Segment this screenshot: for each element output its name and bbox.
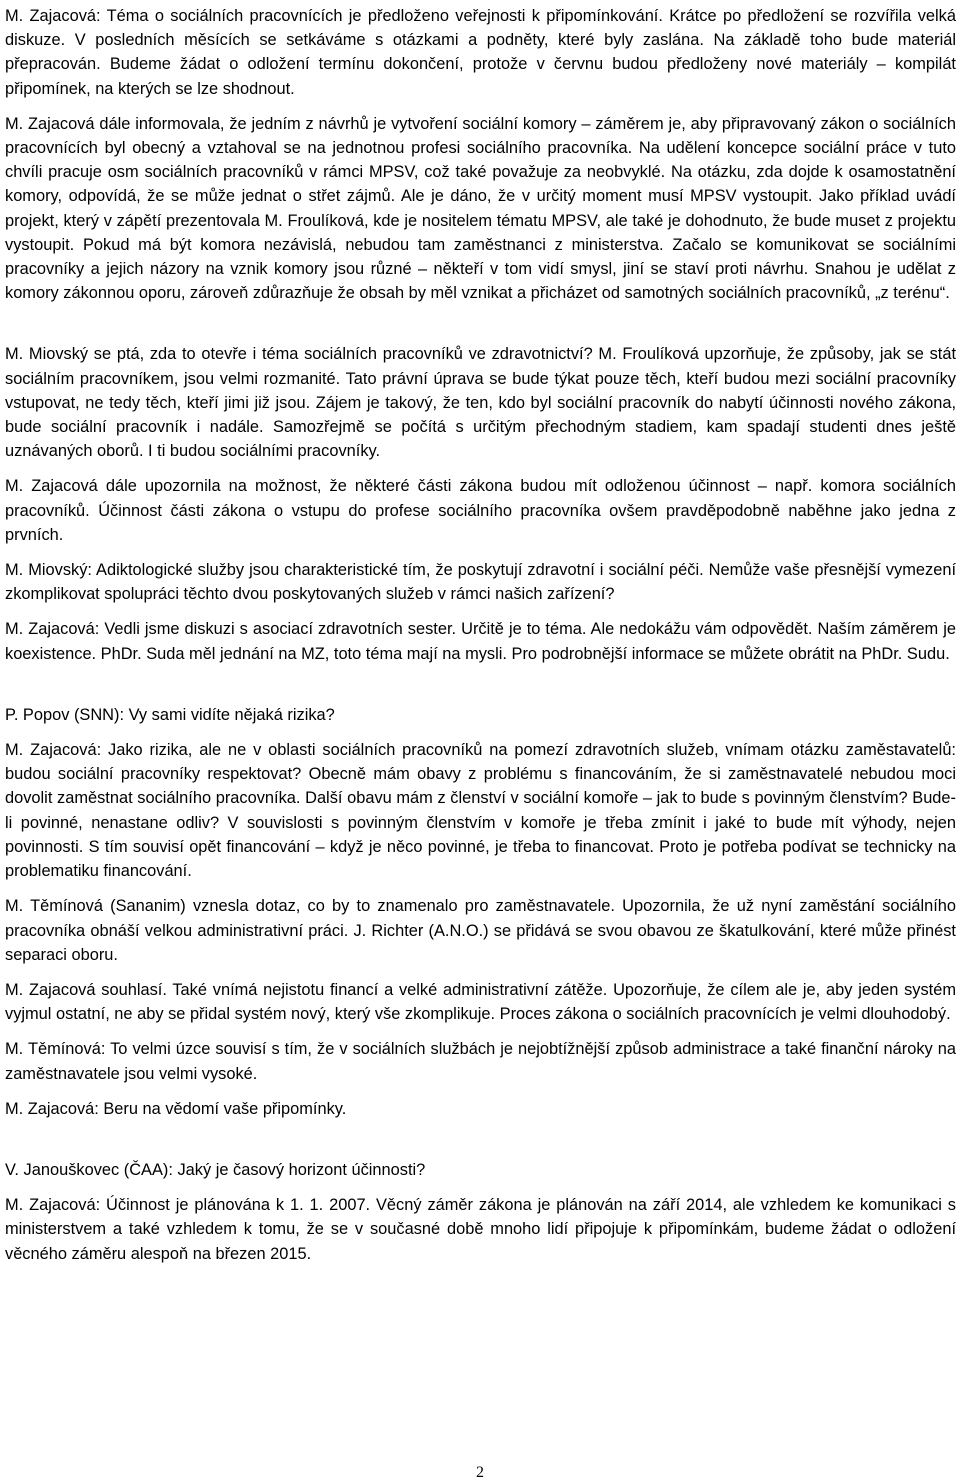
- paragraph-employer-question: M. Těmínová (Sananim) vznesla dotaz, co by to znamenalo pro zaměstnavatele. Upozornila, že už nyní zaměstání sociálního pracovníka obnáší velkou administrativní práci. J. Richter (A.N.O.) se přidává se svou obavou ze škatulkování, které může přinést separaci oboru.: [5, 897, 956, 964]
- paragraph-deferred-effect: M. Zajacová dále upozornila na možnost, že některé části zákona budou mít odloženou účinnost – např. komora sociálních pracovníků. Účinnost části zákona o vstupu do profese sociálního pracovníka ovšem pravděpodobně naběhne jako jedna z prvních.: [5, 477, 956, 544]
- paragraph-zajacova-intro: M. Zajacová: Téma o sociálních pracovnících je předloženo veřejnosti k připomínkování. Krátce po předložení se rozvířila velká diskuze. V posledních měsících se setkáváme s otázkami a podněty, které byly zaslána. Na základě toho bude materiál přepracován. Budeme žádat o odložení termínu dokončení, protože v červnu budou předloženy nové materiály – kompilát připomínek, na kterých se lze shodnout.: [5, 7, 956, 98]
- page-number: 2: [476, 1464, 484, 1481]
- paragraph-risks-question: P. Popov (SNN): Vy sami vidíte nějaká rizika?: [5, 705, 335, 724]
- paragraph-nurses-discussion: M. Zajacová: Vedli jsme diskuzi s asociací zdravotních sester. Určitě je to téma. Ale nedokážu vám odpovědět. Naším záměrem je koexistence. PhDr. Suda měl jednání na MZ, toto téma mají na mysli. Pro podrobnější informace se můžete obrátit na PhDr. Sudu.: [5, 620, 956, 663]
- paragraph-agreement: M. Zajacová souhlasí. Také vnímá nejistotu financí a velké administrativní zátěže. Upozorňuje, že cílem ale je, aby jeden systém vyjmul ostatní, ne aby se přidal systém nový, který vše zkomplikuje. Proces zákona o sociálních pracovnících je velmi dlouhodobý.: [5, 980, 956, 1024]
- paragraph-healthcare-question: M. Miovský se ptá, zda to otevře i téma sociálních pracovníků ve zdravotnictví? M. Froulíková upzorňuje, že způsoby, jak se stát sociálním pracovníkem, jsou velmi rozmanité. Tato právní úprava se bude týkat pouze těch, kteří budou mezi sociální pracovníky vstupovat, ne tedy těch, kteří jimi již jsou. Zájem je takový, že ten, kdo byl sociální pracovník do nabytí účinnosti nového zákona, bude sociální pracovník i nadále. Samozřejmě se počítá s určitým přechodným stadiem, kam spadají studenti dnes ještě uznávaných oborů. I ti budou sociálními pracovníky.: [5, 345, 956, 461]
- paragraph-timeline-answer: M. Zajacová: Účinnost je plánována k 1. 1. 2007. Věcný záměr zákona je plánován na září 2014, ale vzhledem ke komunikaci s ministerstvem a také vzhledem k tomu, že se v současné době mnoho lidí připojuje k připomínkám, budeme žádat o odložení věcného záměru alespoň na březen 2015.: [5, 1196, 956, 1263]
- paragraph-timeline-question: V. Janouškovec (ČAA): Jaký je časový horizont účinnosti?: [5, 1160, 426, 1179]
- paragraph-administration: M. Těmínová: To velmi úzce souvisí s tím, že v sociálních službách je nejobtížnější způsob administrace a také finanční nároky na zaměstnavatele jsou velmi vysoké.: [5, 1040, 956, 1083]
- document-page: [5, 4, 956, 1266]
- paragraph-risks-answer: M. Zajacová: Jako rizika, ale ne v oblasti sociálních pracovníků na pomezí zdravotních služeb, vnímam otázku zaměstavatelů: budou sociální pracovníky respektovat? Obecně mám obavy z problému s financováním, že si zaměstnavatelé nebudou moci dovolit zaměstnat sociálního pracovníka. Další obavu mám z členství v sociální komoře – jak to bude s povinným členstvím? Bude-li povinné, nenastane odliv? V souvislosti s povinným členstvím v komoře je třeba zmínit i jaké to bude mít výhody, nejen povinnosti. S tím souvisí opět financování – když je něco povinné, je třeba to financovat. Proto je potřeba podívat se technicky na problematiku financování.: [5, 741, 956, 881]
- paragraph-addictology-question: M. Miovský: Adiktologické služby jsou charakteristické tím, že poskytují zdravotní i sociální péči. Nemůže vaše přesnější vymezení zkomplikovat spolupráci těchto dvou poskytovaných služeb v rámci našich zařízení?: [5, 561, 956, 604]
- paragraph-social-chamber: M. Zajacová dále informovala, že jedním z návrhů je vytvoření sociální komory – záměrem je, aby připravovaný zákon o sociálních pracovnících byl obecný a vztahoval se na jednotnou profesi sociálního pracovníka. Na udělení koncepce sociální práce v tuto chvíli pracuje osm sociálních pracovníků v rámci MPSV, což také považuje za neobvyklé. Na otázku, zda dojde k osamostatnění komory, odpovídá, že se může jednat o střet zájmů. Ale je dáno, že v určitý moment musí MPSV vystoupit. Jako příklad uvádí projekt, který v zápětí prezentovala M. Froulíková, kde je nositelem tématu MPSV, ale také je dohodnuto, že bude muset z projektu vystoupit. Pokud má být komora nezávislá, nebudou tam zaměstnanci z ministerstva. Začalo se komunikovat se sociálními pracovníky a jejich názory na vznik komory jsou různé – někteří v tom vidí smysl, jiní se staví proti návrhu. Snahou je udělat z komory zákonnou oporu, zároveň zdůrazňuje že obsah by měl vznikat a přicházet od samotných sociálních pracovníků, „z terénu“.: [5, 114, 956, 303]
- paragraph-acknowledgement: M. Zajacová: Beru na vědomí vaše připomínky.: [5, 1099, 347, 1118]
